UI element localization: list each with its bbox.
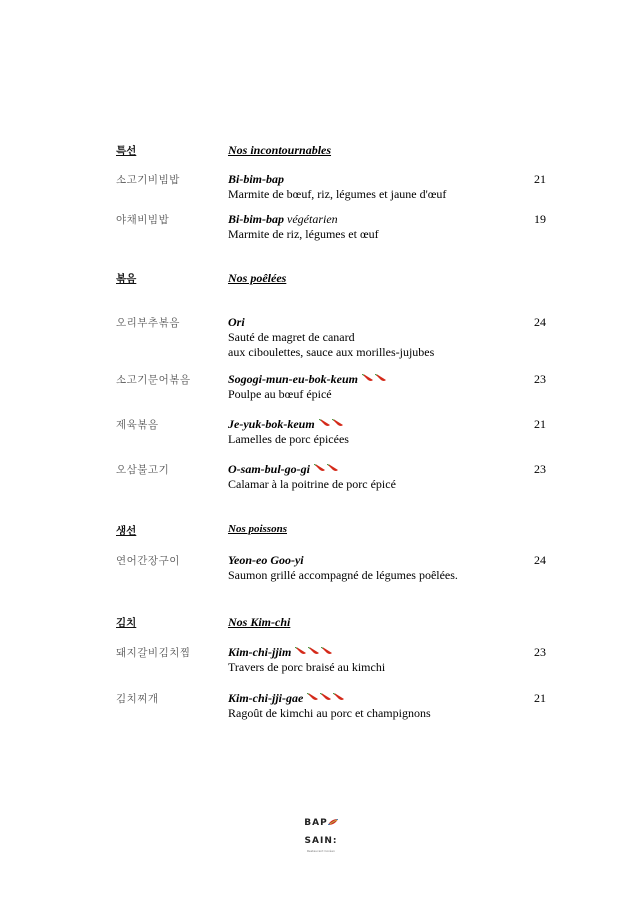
item-description: Saumon grillé accompagné de légumes poêlées.	[228, 568, 458, 582]
section-korean-title: 볶음	[116, 273, 137, 285]
item-name: O-sam-bul-go-gi	[228, 462, 310, 476]
item-description: Marmite de bœuf, riz, légumes et jaune d'œuf	[228, 187, 447, 201]
item-name: Bi-bim-bap	[228, 172, 284, 186]
chili-pepper-icon	[307, 693, 319, 701]
section-korean-title: 특선	[116, 145, 137, 157]
section-header-fish	[116, 523, 546, 539]
item-price: 21	[534, 691, 546, 705]
section-french-title: Nos poissons	[228, 523, 287, 535]
chili-pepper-icon	[321, 647, 333, 655]
chili-pepper-icon	[332, 419, 344, 427]
section-header-stir-fries	[116, 271, 546, 287]
item-name: Kim-chi-jjim	[228, 645, 292, 659]
item-korean-name: 야채비빔밥	[116, 214, 170, 226]
logo-text-right: SAIN:	[304, 836, 338, 846]
item-korean-name: 연어간장구이	[116, 555, 180, 567]
item-description: Ragoût de kimchi au porc et champignons	[228, 706, 431, 720]
logo-subtitle: Restaurant Coréen	[306, 849, 336, 853]
item-price: 23	[534, 462, 546, 476]
chili-pepper-icon	[362, 374, 374, 382]
item-korean-name: 오리부추볶음	[116, 317, 180, 329]
section-french-title: Nos poêlées	[228, 271, 287, 285]
item-name: Kim-chi-jji-gae	[228, 691, 304, 705]
leaf-icon	[328, 819, 338, 825]
section-french-title: Nos Kim-chi	[228, 615, 291, 629]
item-korean-name: 김치찌개	[116, 693, 159, 705]
item-price: 24	[534, 315, 546, 329]
item-price: 23	[534, 372, 546, 386]
item-name: Yeon-eo Goo-yi	[228, 553, 304, 567]
item-price: 19	[534, 212, 546, 226]
item-name: Ori	[228, 315, 245, 329]
item-description: Poulpe au bœuf épicé	[228, 387, 332, 401]
item-description: Travers de porc braisé au kimchi	[228, 660, 386, 674]
item-korean-name: 오삼불고기	[116, 464, 170, 476]
item-korean-name: 제육볶음	[116, 419, 159, 431]
section-korean-title: 생선	[116, 525, 137, 537]
item-price: 21	[534, 172, 546, 186]
item-korean-name: 소고기비빔밥	[116, 174, 180, 186]
chili-pepper-icon	[295, 647, 307, 655]
logo-text-left: BAP	[304, 818, 328, 828]
item-name: Sogogi-mun-eu-bok-keum	[228, 372, 359, 386]
section-french-title: Nos incontournables	[228, 143, 332, 157]
item-name: Je-yuk-bok-keum	[228, 417, 315, 431]
item-description: Calamar à la poitrine de porc épicé	[228, 477, 396, 491]
item-korean-name: 돼지갈비김치찜	[116, 647, 191, 659]
item-name: Bi-bim-bap	[228, 212, 284, 226]
chili-pepper-icon	[319, 419, 331, 427]
chili-pepper-icon	[308, 647, 320, 655]
item-description: aux ciboulettes, sauce aux morilles-jujubes	[228, 345, 435, 359]
chili-pepper-icon	[314, 464, 326, 472]
item-korean-name: 소고기문어볶음	[116, 374, 191, 386]
item-name-suffix: végétarien	[284, 212, 338, 226]
item-description: Marmite de riz, légumes et œuf	[228, 227, 379, 241]
chili-pepper-icon	[333, 693, 345, 701]
item-price: 24	[534, 553, 546, 567]
section-korean-title: 김치	[116, 617, 137, 629]
item-price: 23	[534, 645, 546, 659]
section-header-specials	[116, 143, 546, 159]
chili-pepper-icon	[320, 693, 332, 701]
item-price: 21	[534, 417, 546, 431]
section-header-kimchi	[116, 615, 546, 631]
chili-pepper-icon	[375, 374, 387, 382]
item-description: Sauté de magret de canard	[228, 330, 355, 344]
restaurant-logo	[290, 812, 352, 853]
chili-pepper-icon	[327, 464, 339, 472]
item-description: Lamelles de porc épicées	[228, 432, 349, 446]
